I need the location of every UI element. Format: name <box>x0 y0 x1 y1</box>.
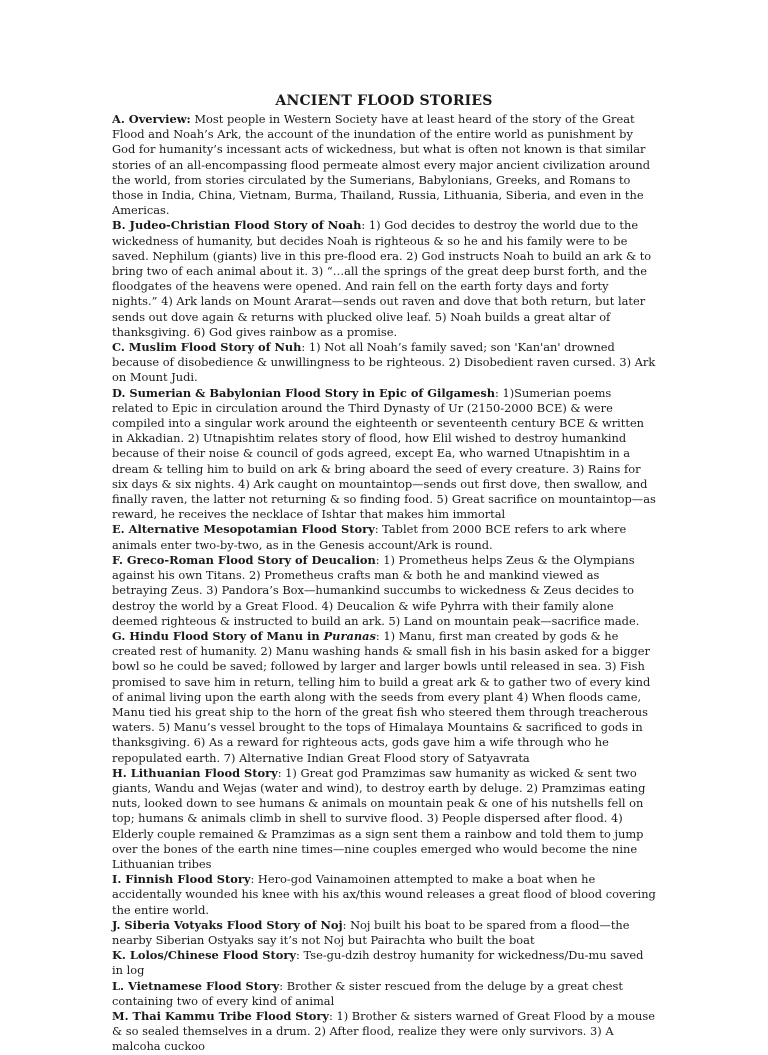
section-finnish <box>112 872 656 918</box>
section-heading: C. Muslim Flood Story of Nuh <box>112 340 302 355</box>
section-heading: H. Lithuanian Flood Story <box>112 765 278 780</box>
section-body: : 1) Not all Noah’s family saved; son 'Kan'an' drowned because of disobedience & unwillingness to be righteous. 2) Disobedient raven cursed. 3) Ark on Mount Judi. <box>112 340 656 385</box>
section-vietnamese <box>112 979 656 1009</box>
section-heading: I. Finnish Flood Story <box>112 872 251 887</box>
section-body: : 1) Brother & sisters warned of Great Flood by a mouse & so sealed themselves in a drum. 2) After flood, realize they were only survivors. 3) A malcoha cuckoo <box>112 1008 655 1054</box>
section-gilgamesh <box>112 386 656 523</box>
section-body: : Hero-god Vainamoinen attempted to make a boat when he accidentally wounded his knee with his ax/this wound releases a great flood of blood covering the entire world. <box>112 872 656 917</box>
section-body: : 1)Sumerian poems related to Epic in circulation around the Third Dynasty of Ur (2150-2000 BCE) & were compiled into a singular work around the eighteenth or seventeenth century BCE & written in Akkadian. 2) Utnapishtim relates story of flood, how Elil wished to destroy humankind because of their noise & council of gods agreed, except Ea, who warned Utnapishtim in a dream & telling him to build on ark & bring aboard the seed of every creature. 3) Rains for six days & six nights. 4) Ark caught on mountaintop—sends out first dove, then swallow, and finally raven, the latter not returning & so finding food. 5) Great sacrifice on mountaintop—as reward, he receives the necklace of Ishtar that makes him immortal <box>112 385 656 522</box>
section-heading: D. Sumerian & Babylonian Flood Story in Epic of Gilgamesh <box>112 385 496 400</box>
section-heading: A. Overview: <box>112 112 191 126</box>
section-body: : 1) Great god Pramzimas saw humanity as wicked & sent two giants, Wandu and Wejas (water and wind), to destroy earth by deluge. 2) Pramzimas eating nuts, looked down to see humans & animals on mountain peak & one of his nutshells fell on top; humans & animals climb in shell to survive flood. 3) People dispersed after flood. 4) Elderly couple remained & Pramzimas as a sign sent them a rainbow and told them to jump over the bones of the earth nine times—nine couples emerged who would become the nine Lithuanian tribes <box>112 765 646 871</box>
section-body: : 1) God decides to destroy the world due to the wickedness of humanity, but decides Noah is righteous & so he and his family were to be saved. Nephilum (giants) live in this pre-flood era. 2) God instructs Noah to build an ark & to bring two of each animal about it. 3) “…all the springs of the great deep burst forth, and the floodgates of the heavens were opened. And rain fell on the earth forty days and forty nights.” 4) Ark lands on Mount Ararat—sends out raven and dove that both return, but later sends out dove again & returns with plucked olive leaf. 5) Noah builds a great altar of thanksgiving. 6) God gives rainbow as a promise. <box>112 218 652 339</box>
section-mesopotamian <box>112 522 656 552</box>
section-thai <box>112 1009 656 1055</box>
section-body: : Tablet from 2000 BCE refers to ark where animals enter two-by-two, as in the Genesis account/Ark is round. <box>112 522 627 552</box>
section-lolos <box>112 948 656 978</box>
section-heading: L. Vietnamese Flood Story <box>112 978 280 993</box>
section-deucalion <box>112 553 656 629</box>
section-siberia <box>112 918 656 948</box>
section-lithuanian <box>112 766 656 872</box>
section-nuh <box>112 340 656 386</box>
section-heading <box>112 629 376 643</box>
section-manu <box>112 629 656 766</box>
section-heading-text: G. Hindu Flood Story of Manu in <box>112 628 324 643</box>
section-body: : 1) Manu, first man created by gods & he created rest of humanity. 2) Manu washing hands & small fish in his basin asked for a bigger bowl so he could be saved; followed by larger and larger bowls until released in sea. 3) Fish promised to save him in return, telling him to build a great ark & to gather two of every kind of animal living upon the earth along with the seeds from every plant 4) When floods came, Manu tied his great ship to the horn of the great fish who steered them through treacherous waters. 5) Manu’s vessel brought to the tops of Himalaya Mountains & sacrificed to gods in thanksgiving. 6) As a reward for righteous acts, gods gave him a wife through who he repopulated earth. 7) Alternative Indian Great Flood story of Satyavrata <box>112 628 651 765</box>
section-heading: F. Greco-Roman Flood Story of Deucalion <box>112 552 376 567</box>
section-heading: J. Siberia Votyaks Flood Story of Noj <box>112 917 343 932</box>
section-overview <box>112 112 656 218</box>
section-heading: K. Lolos/Chinese Flood Story <box>112 948 297 963</box>
section-body: : 1) Prometheus helps Zeus & the Olympians against his own Titans. 2) Prometheus crafts man & both he and mankind viewed as betraying Zeus. 3) Pandora’s Box—humankind succumbs to wickedness & Zeus decides to destroy the world by a Great Flood. 4) Deucalion & wife Pyhrra with their family alone deemed righteous & instructed to build an ark. 5) Land on mountain peak—sacrifice made. <box>112 552 640 628</box>
page-title: ANCIENT FLOOD STORIES <box>275 93 493 109</box>
section-body: : Tse-gu-dzih destroy humanity for wickedness/Du-mu saved in log <box>112 948 644 978</box>
section-heading-italic: Puranas <box>323 628 376 643</box>
section-heading: E. Alternative Mesopotamian Flood Story <box>112 522 375 537</box>
section-heading: B. Judeo-Christian Flood Story of Noah <box>112 218 362 233</box>
section-body: : Noj built his boat to be spared from a flood—the nearby Siberian Ostyaks say it’s not Noj but Pairachta who built the boat <box>112 917 630 947</box>
section-heading: M. Thai Kammu Tribe Flood Story <box>112 1008 329 1023</box>
section-noah <box>112 218 656 340</box>
section-body: Most people in Western Society have at least heard of the story of the Great Flood and Noah’s Ark, the account of the inundation of the entire world as punishment by God for humanity’s incessant acts of wickedness, but what is often not known is that similar stories of an all-encompassing flood permeate almost every major ancient civilization around the world, from stories circulated by the Sumerians, Babylonians, Greeks, and Romans to those in India, China, Vietnam, Burma, Thailand, Russia, Lithuania, Siberia, and even in the Americas. <box>112 112 650 218</box>
section-body: : Brother & sister rescued from the deluge by a great chest containing two of every kind of animal <box>112 978 623 1008</box>
